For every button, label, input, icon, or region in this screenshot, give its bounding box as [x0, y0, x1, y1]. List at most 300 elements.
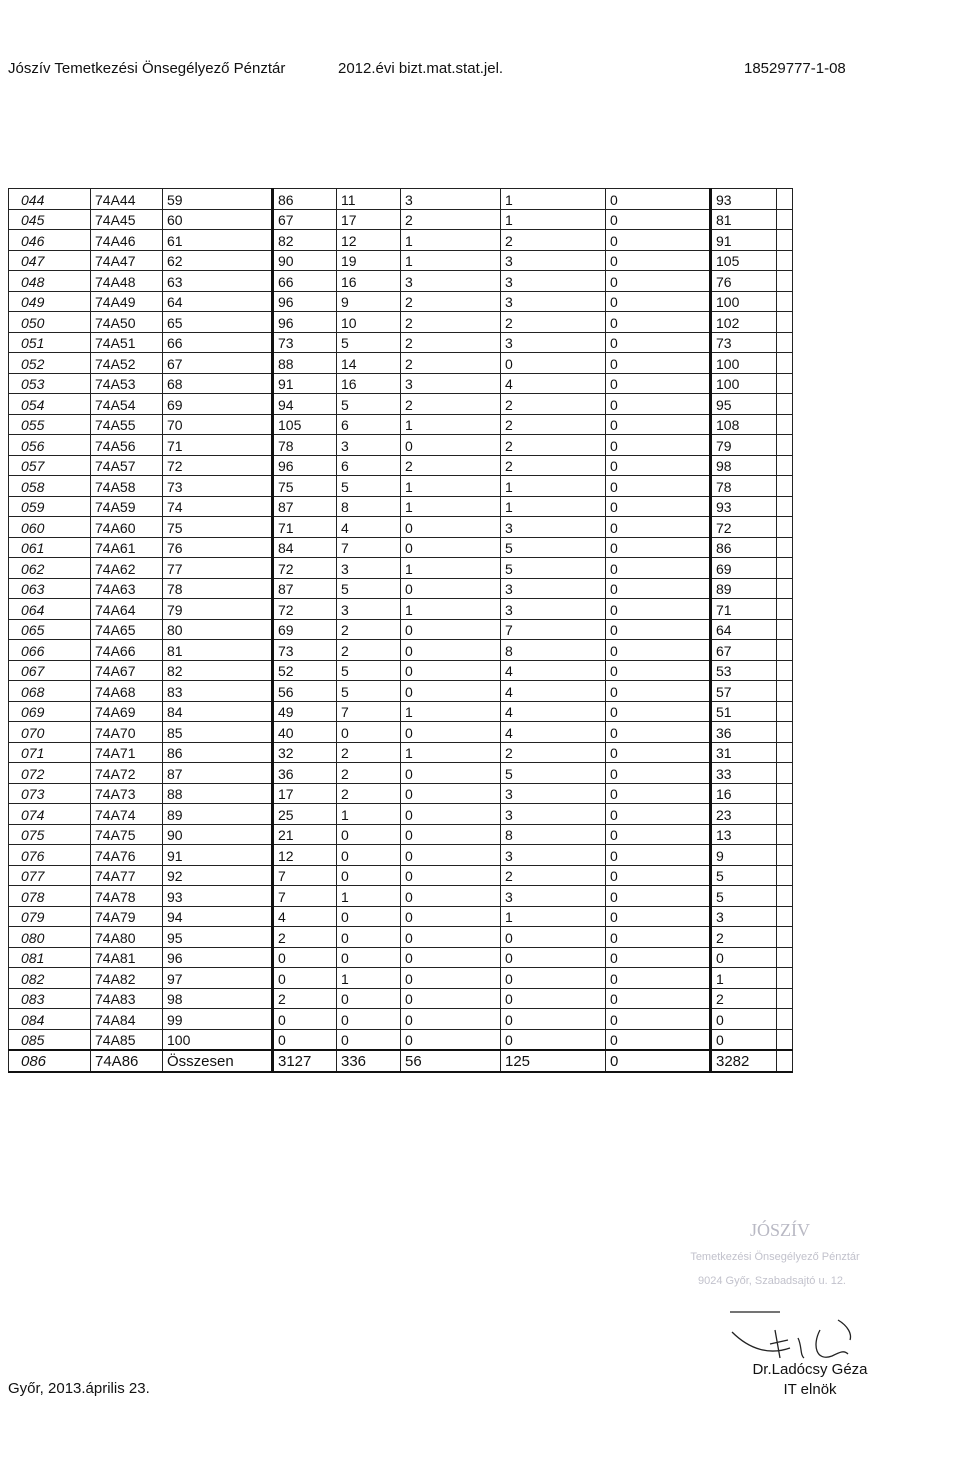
- table-cell: 87: [163, 763, 273, 784]
- table-cell: 83: [163, 681, 273, 702]
- table-cell: 96: [273, 312, 337, 333]
- table-cell: 0: [401, 845, 501, 866]
- table-cell: 0: [401, 927, 501, 948]
- table-cell: [777, 763, 793, 784]
- table-cell: 058: [9, 476, 91, 497]
- table-cell: 31: [711, 742, 777, 763]
- table-cell: 0: [606, 845, 711, 866]
- table-cell: 5: [337, 578, 401, 599]
- table-row: [9, 906, 793, 927]
- table-row: [9, 660, 793, 681]
- table-cell: 0: [401, 660, 501, 681]
- table-cell: [777, 517, 793, 538]
- table-cell: 100: [711, 373, 777, 394]
- table-cell: 2: [337, 619, 401, 640]
- table-cell: 6: [337, 414, 401, 435]
- table-cell: 12: [337, 230, 401, 251]
- table-cell: 1: [501, 189, 606, 210]
- table-cell: 5: [337, 394, 401, 415]
- table-cell: 073: [9, 783, 91, 804]
- table-cell: [777, 927, 793, 948]
- table-cell: 0: [337, 722, 401, 743]
- table-cell: 0: [606, 230, 711, 251]
- table-cell: 0: [606, 947, 711, 968]
- table-cell: [777, 189, 793, 210]
- table-cell: 3: [501, 599, 606, 620]
- table-cell: 1: [337, 886, 401, 907]
- table-cell: 0: [606, 1029, 711, 1050]
- table-cell: 16: [337, 373, 401, 394]
- table-cell: 0: [606, 640, 711, 661]
- table-cell: 0: [401, 968, 501, 989]
- table-cell: [777, 1009, 793, 1030]
- table-cell: [777, 660, 793, 681]
- table-cell: 2: [273, 927, 337, 948]
- table-cell: 98: [711, 455, 777, 476]
- table-cell: 74A69: [91, 701, 163, 722]
- table-cell: 2: [273, 988, 337, 1009]
- table-cell: 74A61: [91, 537, 163, 558]
- table-cell: [777, 886, 793, 907]
- table-cell: 91: [711, 230, 777, 251]
- table-cell: 0: [337, 1009, 401, 1030]
- table-cell: 74A56: [91, 435, 163, 456]
- table-cell: 95: [711, 394, 777, 415]
- table-row: [9, 517, 793, 538]
- table-row: [9, 476, 793, 497]
- table-cell: 1: [401, 701, 501, 722]
- table-cell: 74A66: [91, 640, 163, 661]
- table-cell: 74A50: [91, 312, 163, 333]
- table-cell: 074: [9, 804, 91, 825]
- table-row: [9, 865, 793, 886]
- table-cell: 74A49: [91, 291, 163, 312]
- table-cell: 86: [163, 742, 273, 763]
- table-cell: 75: [273, 476, 337, 497]
- table-cell: 93: [711, 189, 777, 210]
- table-cell: 2: [401, 455, 501, 476]
- table-cell: 61: [163, 230, 273, 251]
- table-cell: 76: [711, 271, 777, 292]
- table-cell: 74A63: [91, 578, 163, 599]
- table-cell: [777, 865, 793, 886]
- table-row: [9, 578, 793, 599]
- table-cell: 89: [163, 804, 273, 825]
- table-cell: 2: [501, 312, 606, 333]
- table-cell: 3: [501, 886, 606, 907]
- table-cell: 3: [401, 373, 501, 394]
- table-cell: 2: [337, 640, 401, 661]
- table-cell: 3: [501, 291, 606, 312]
- table-cell: 0: [401, 681, 501, 702]
- table-cell: 87: [273, 496, 337, 517]
- signer-title: IT elnök: [783, 1381, 837, 1398]
- table-cell: 77: [163, 558, 273, 579]
- table-cell: 72: [163, 455, 273, 476]
- table-cell: 2: [501, 865, 606, 886]
- table-row: [9, 291, 793, 312]
- table-cell: 045: [9, 209, 91, 230]
- table-cell: 0: [606, 373, 711, 394]
- table-cell: 74A52: [91, 353, 163, 374]
- table-cell: 74A83: [91, 988, 163, 1009]
- table-cell: 4: [501, 701, 606, 722]
- table-cell: [777, 312, 793, 333]
- table-cell: 0: [606, 291, 711, 312]
- table-cell: 0: [401, 763, 501, 784]
- table-cell: 2: [401, 291, 501, 312]
- table-cell: 84: [163, 701, 273, 722]
- table-cell: 99: [163, 1009, 273, 1030]
- table-cell: 0: [606, 209, 711, 230]
- table-cell: 3: [501, 332, 606, 353]
- table-cell: 2: [401, 312, 501, 333]
- table-cell: [777, 496, 793, 517]
- table-cell: 88: [273, 353, 337, 374]
- table-cell: 080: [9, 927, 91, 948]
- table-cell: 0: [401, 886, 501, 907]
- table-cell: [777, 394, 793, 415]
- table-row: [9, 681, 793, 702]
- table-cell: 1: [337, 804, 401, 825]
- table-cell: 78: [273, 435, 337, 456]
- table-cell: 74A75: [91, 824, 163, 845]
- table-cell: 3: [711, 906, 777, 927]
- table-cell: 1: [401, 414, 501, 435]
- header-fund-name: Jószív Temetkezési Önsegélyező Pénztár: [8, 60, 286, 77]
- table-cell: 0: [401, 947, 501, 968]
- table-cell: 3: [501, 250, 606, 271]
- table-cell: 0: [606, 763, 711, 784]
- table-cell: 105: [273, 414, 337, 435]
- table-cell: [777, 619, 793, 640]
- table-cell: 0: [337, 1029, 401, 1050]
- table-cell: 047: [9, 250, 91, 271]
- table-cell: [777, 455, 793, 476]
- table-cell: 19: [337, 250, 401, 271]
- table-cell: 49: [273, 701, 337, 722]
- table-cell: 74A79: [91, 906, 163, 927]
- table-cell: 5: [711, 865, 777, 886]
- table-cell: 0: [273, 947, 337, 968]
- table-cell: 3: [401, 189, 501, 210]
- table-cell: 64: [711, 619, 777, 640]
- table-cell: 72: [273, 558, 337, 579]
- table-cell: 0: [501, 1009, 606, 1030]
- table-cell: 36: [273, 763, 337, 784]
- table-cell: [777, 414, 793, 435]
- table-cell: 084: [9, 1009, 91, 1030]
- table-cell: 081: [9, 947, 91, 968]
- table-cell: 4: [273, 906, 337, 927]
- table-cell: 74A45: [91, 209, 163, 230]
- table-cell: 1: [337, 968, 401, 989]
- table-cell: 0: [606, 250, 711, 271]
- table-cell: 74A60: [91, 517, 163, 538]
- table-cell: 077: [9, 865, 91, 886]
- table-cell: 0: [606, 517, 711, 538]
- table-cell: 050: [9, 312, 91, 333]
- table-row: [9, 414, 793, 435]
- signer-name: Dr.Ladócsy Géza: [752, 1361, 868, 1378]
- table-cell: [777, 537, 793, 558]
- table-cell: 1: [401, 230, 501, 251]
- table-row: [9, 230, 793, 251]
- table-row: [9, 271, 793, 292]
- table-cell: 0: [606, 414, 711, 435]
- table-row: [9, 947, 793, 968]
- table-cell: 17: [337, 209, 401, 230]
- table-cell: 10: [337, 312, 401, 333]
- table-cell: 083: [9, 988, 91, 1009]
- table-cell: 0: [606, 435, 711, 456]
- page-header: [0, 60, 960, 84]
- table-cell: 0: [606, 476, 711, 497]
- table-cell: 062: [9, 558, 91, 579]
- table-cell: 36: [711, 722, 777, 743]
- table-cell: 0: [501, 353, 606, 374]
- table-cell: 74A53: [91, 373, 163, 394]
- table-cell: 62: [163, 250, 273, 271]
- table-cell: [777, 845, 793, 866]
- table-cell: 1: [501, 476, 606, 497]
- table-cell: [777, 435, 793, 456]
- table-cell: 81: [163, 640, 273, 661]
- table-cell: 078: [9, 886, 91, 907]
- table-cell: 73: [711, 332, 777, 353]
- table-cell: 5: [711, 886, 777, 907]
- table-cell: [777, 230, 793, 251]
- table-cell: [777, 558, 793, 579]
- table-cell: 0: [606, 968, 711, 989]
- table-cell: 0: [606, 1050, 711, 1072]
- table-row: [9, 209, 793, 230]
- table-cell: 2: [401, 209, 501, 230]
- table-cell: 96: [163, 947, 273, 968]
- table-cell: 23: [711, 804, 777, 825]
- table-cell: 0: [401, 783, 501, 804]
- table-cell: 0: [606, 496, 711, 517]
- table-cell: 0: [401, 578, 501, 599]
- table-cell: 71: [711, 599, 777, 620]
- table-cell: 064: [9, 599, 91, 620]
- table-cell: 85: [163, 722, 273, 743]
- table-row: [9, 988, 793, 1009]
- table-cell: [777, 640, 793, 661]
- table-cell: 74A76: [91, 845, 163, 866]
- table-cell: [777, 353, 793, 374]
- table-cell: 96: [273, 291, 337, 312]
- table-cell: 1: [401, 742, 501, 763]
- table-cell: 3282: [711, 1050, 777, 1072]
- table-cell: 82: [163, 660, 273, 681]
- table-cell: 3127: [273, 1050, 337, 1072]
- table-cell: 1: [401, 558, 501, 579]
- table-cell: 1: [501, 209, 606, 230]
- table-cell: 3: [501, 783, 606, 804]
- table-row: [9, 701, 793, 722]
- table-row: [9, 435, 793, 456]
- table-cell: 0: [401, 517, 501, 538]
- table-cell: 74A84: [91, 1009, 163, 1030]
- table-cell: 5: [337, 681, 401, 702]
- table-cell: 74A58: [91, 476, 163, 497]
- table-cell: 8: [501, 824, 606, 845]
- table-cell: 0: [606, 599, 711, 620]
- table-cell: 9: [711, 845, 777, 866]
- table-cell: 0: [606, 886, 711, 907]
- table-cell: 25: [273, 804, 337, 825]
- table-cell: 0: [606, 681, 711, 702]
- table-cell: 74A55: [91, 414, 163, 435]
- table-cell: 66: [273, 271, 337, 292]
- table-cell: 0: [337, 906, 401, 927]
- table-cell: 74A47: [91, 250, 163, 271]
- table-cell: 81: [711, 209, 777, 230]
- table-cell: 0: [606, 312, 711, 333]
- table-cell: 0: [337, 845, 401, 866]
- table-cell: 0: [337, 927, 401, 948]
- table-cell: 84: [273, 537, 337, 558]
- table-cell: 3: [401, 271, 501, 292]
- table-cell: 071: [9, 742, 91, 763]
- table-cell: 74A85: [91, 1029, 163, 1050]
- table-cell: 2: [501, 435, 606, 456]
- table-cell: 0: [337, 865, 401, 886]
- table-cell: 2: [337, 742, 401, 763]
- table-cell: 3: [501, 845, 606, 866]
- table-cell: [777, 271, 793, 292]
- table-cell: 74A67: [91, 660, 163, 681]
- table-cell: 100: [711, 353, 777, 374]
- table-cell: [777, 291, 793, 312]
- table-cell: 0: [501, 947, 606, 968]
- table-cell: 78: [163, 578, 273, 599]
- table-cell: 2: [711, 988, 777, 1009]
- table-cell: 052: [9, 353, 91, 374]
- table-cell: 76: [163, 537, 273, 558]
- table-cell: 7: [273, 886, 337, 907]
- table-cell: 067: [9, 660, 91, 681]
- table-row: [9, 599, 793, 620]
- table-cell: 3: [501, 804, 606, 825]
- table-cell: 0: [401, 1029, 501, 1050]
- table-cell: 070: [9, 722, 91, 743]
- table-cell: 069: [9, 701, 91, 722]
- table-row: [9, 742, 793, 763]
- table-cell: 086: [9, 1050, 91, 1072]
- table-cell: 79: [163, 599, 273, 620]
- table-cell: 97: [163, 968, 273, 989]
- table-cell: 0: [606, 865, 711, 886]
- table-cell: 74A77: [91, 865, 163, 886]
- table-cell: [777, 722, 793, 743]
- table-cell: 16: [711, 783, 777, 804]
- table-cell: 71: [163, 435, 273, 456]
- table-cell: [777, 476, 793, 497]
- table-cell: 89: [711, 578, 777, 599]
- table-cell: 71: [273, 517, 337, 538]
- table-cell: 91: [163, 845, 273, 866]
- table-row: [9, 886, 793, 907]
- table-cell: 74A64: [91, 599, 163, 620]
- table-cell: 0: [606, 722, 711, 743]
- table-cell: 0: [606, 824, 711, 845]
- table-cell: 74A57: [91, 455, 163, 476]
- table-row: [9, 312, 793, 333]
- table-cell: 86: [273, 189, 337, 210]
- table-cell: [777, 1050, 793, 1072]
- table-cell: 079: [9, 906, 91, 927]
- header-tax-number: 18529777-1-08: [744, 60, 846, 77]
- table-cell: [777, 968, 793, 989]
- table-cell: 8: [501, 640, 606, 661]
- table-cell: 74A62: [91, 558, 163, 579]
- table-cell: 69: [273, 619, 337, 640]
- table-cell: 0: [401, 537, 501, 558]
- table-cell: 063: [9, 578, 91, 599]
- statistics-table: [8, 188, 793, 1073]
- table-cell: [777, 1029, 793, 1050]
- table-cell: 74A74: [91, 804, 163, 825]
- table-cell: 102: [711, 312, 777, 333]
- table-cell: 0: [606, 332, 711, 353]
- table-row: [9, 968, 793, 989]
- table-cell: 105: [711, 250, 777, 271]
- table-cell: 74A70: [91, 722, 163, 743]
- table-row: [9, 455, 793, 476]
- table-row: [9, 783, 793, 804]
- table-cell: 74A73: [91, 783, 163, 804]
- table-cell: 11: [337, 189, 401, 210]
- table-cell: 072: [9, 763, 91, 784]
- table-cell: 74A68: [91, 681, 163, 702]
- table-cell: 16: [337, 271, 401, 292]
- table-cell: 59: [163, 189, 273, 210]
- table-cell: 57: [711, 681, 777, 702]
- table-cell: 0: [606, 578, 711, 599]
- table-cell: 2: [501, 230, 606, 251]
- table-cell: 93: [711, 496, 777, 517]
- table-row: [9, 373, 793, 394]
- table-cell: 4: [337, 517, 401, 538]
- table-cell: 73: [273, 332, 337, 353]
- table-row: [9, 558, 793, 579]
- table-cell: 74A71: [91, 742, 163, 763]
- table-cell: 5: [337, 476, 401, 497]
- table-cell: 67: [273, 209, 337, 230]
- table-cell: [777, 681, 793, 702]
- table-cell: 0: [501, 988, 606, 1009]
- table-cell: 2: [337, 783, 401, 804]
- table-cell: 082: [9, 968, 91, 989]
- table-cell: 076: [9, 845, 91, 866]
- table-cell: 3: [501, 517, 606, 538]
- table-cell: 7: [501, 619, 606, 640]
- table-cell: 2: [401, 332, 501, 353]
- table-row: [9, 496, 793, 517]
- table-cell: 5: [337, 332, 401, 353]
- table-cell: 9: [337, 291, 401, 312]
- table-cell: 53: [711, 660, 777, 681]
- table-cell: 0: [711, 947, 777, 968]
- table-row: [9, 763, 793, 784]
- table-cell: 17: [273, 783, 337, 804]
- table-cell: 5: [337, 660, 401, 681]
- table-row: [9, 804, 793, 825]
- table-cell: 87: [273, 578, 337, 599]
- table-cell: 059: [9, 496, 91, 517]
